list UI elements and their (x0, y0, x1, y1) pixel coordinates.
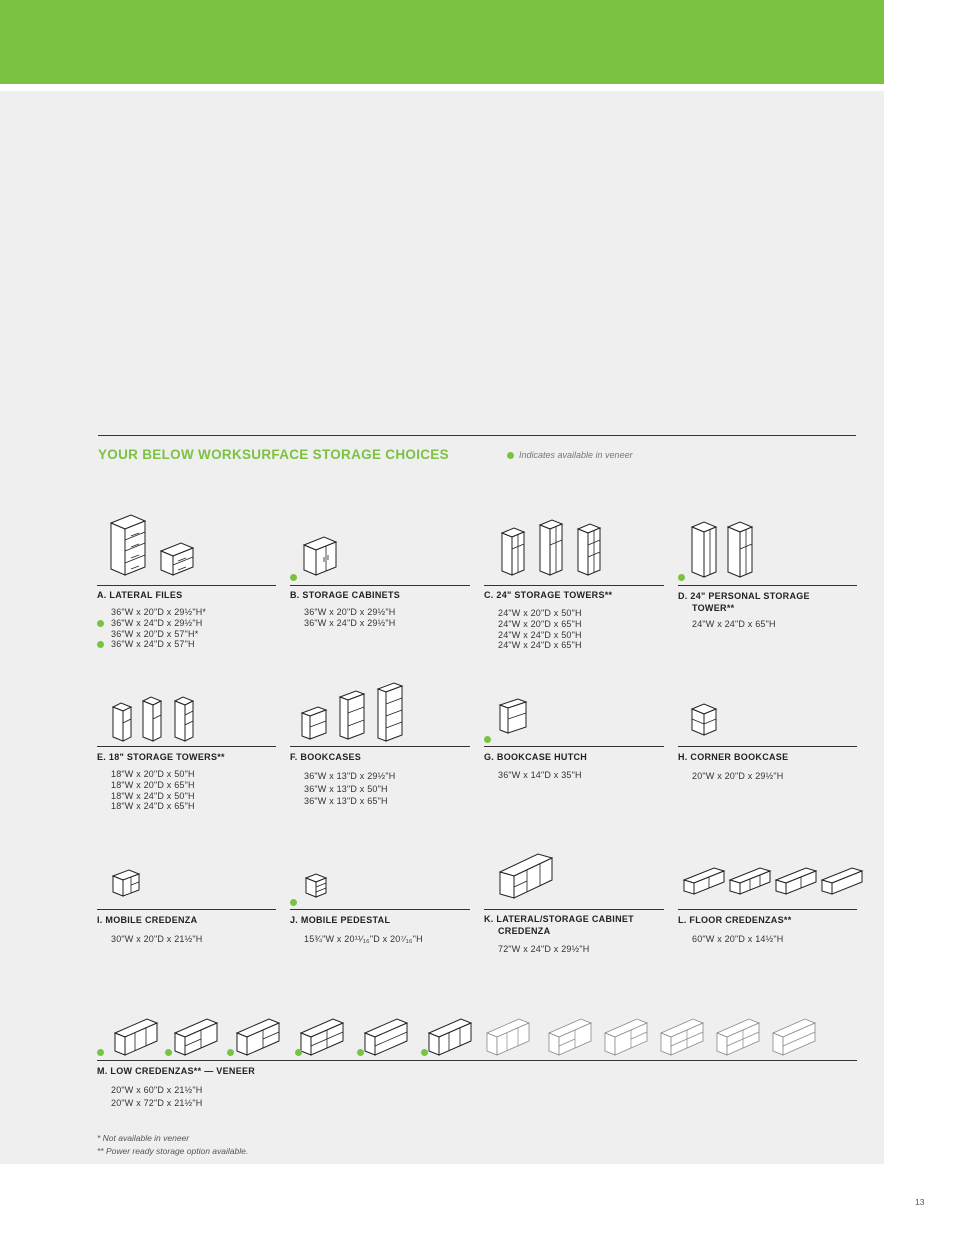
dim-line: 24"W x 20"D x 50"H (498, 608, 582, 618)
dim-line: 36"W x 20"D x 29½"H* (111, 607, 207, 617)
dim-line: 36"W x 14"D x 35"H (498, 770, 582, 780)
section-top-rule (98, 435, 856, 436)
item-rule (678, 746, 857, 747)
item-storage-cabinets (290, 505, 470, 655)
item-rule (97, 585, 276, 586)
item-title: J. MOBILE PEDESTAL (290, 915, 391, 925)
item-dims (692, 619, 776, 630)
item-rule (97, 746, 276, 747)
item-title (484, 914, 634, 937)
veneer-dot-icon (227, 1049, 234, 1056)
item-floor-credenzas (678, 830, 857, 960)
item-dims (304, 934, 423, 945)
item-rule (484, 746, 664, 747)
item-title: I. MOBILE CREDENZA (97, 915, 198, 925)
item-dims (111, 769, 195, 812)
item-title: H. CORNER BOOKCASE (678, 752, 789, 762)
dim-line: 18"W x 20"D x 65"H (111, 779, 195, 790)
section-title: YOUR BELOW WORKSURFACE STORAGE CHOICES (98, 447, 449, 462)
item-dims (111, 1084, 202, 1110)
dim-line: 20"W x 60"D x 21½"H (111, 1085, 203, 1095)
item-corner-bookcase (678, 667, 857, 817)
footnote: * Not available in veneer (97, 1133, 190, 1143)
veneer-dot-icon (357, 1049, 364, 1056)
item-dims (111, 934, 202, 945)
corner-bookcase-icon (690, 703, 720, 737)
item-rule (97, 1060, 857, 1061)
low-credenza-icon (113, 1011, 823, 1059)
footnote: ** Power ready storage option available. (97, 1146, 249, 1156)
item-title: B. STORAGE CABINETS (290, 590, 401, 600)
item-18-storage-towers (97, 667, 276, 817)
title-line: TOWER** (692, 602, 735, 613)
item-rule (290, 909, 470, 910)
dim-line: 24"W x 24"D x 65"H (498, 640, 582, 651)
storage-tower-icon (111, 693, 211, 743)
floor-credenza-icon (682, 864, 868, 900)
dim-line: 20"W x 72"D x 21½"H (111, 1098, 203, 1108)
storage-tower-icon (500, 519, 610, 577)
veneer-dot-icon (295, 1049, 302, 1056)
dim-line: 24"W x 20"D x 65"H (498, 618, 582, 629)
dim-line: 36"W x 24"D x 29½"H (111, 618, 206, 629)
lateral-files-icon (109, 513, 199, 577)
item-title: F. BOOKCASES (290, 752, 362, 762)
title-line: CREDENZA (498, 925, 551, 936)
item-lateral-storage-credenza (484, 830, 664, 960)
item-title: E. 18" STORAGE TOWERS** (97, 752, 225, 762)
item-title: M. LOW CREDENZAS** — VENEER (97, 1066, 256, 1076)
item-dims (111, 607, 206, 650)
item-title: G. BOOKCASE HUTCH (484, 752, 588, 762)
dim-line: 36"W x 13"D x 29½"H (304, 771, 396, 781)
mobile-credenza-icon (111, 868, 143, 900)
dim-line: 36"W x 20"D x 57"H* (111, 628, 199, 639)
item-dims (692, 934, 783, 945)
item-24-storage-towers (484, 505, 664, 655)
item-dims (498, 770, 582, 781)
dim-line: 36"W x 20"D x 29½"H (304, 607, 396, 617)
item-rule (290, 585, 470, 586)
item-bookcases (290, 667, 470, 817)
veneer-dot-icon (484, 736, 491, 743)
veneer-dot-icon (97, 641, 104, 648)
header-green-band (0, 0, 884, 84)
item-rule (97, 909, 276, 910)
veneer-dot-icon (97, 1049, 104, 1056)
storage-cabinet-icon (302, 535, 342, 577)
item-bookcase-hutch (484, 667, 664, 817)
dim-line: 60"W x 20"D x 14½"H (692, 934, 784, 944)
item-lateral-files (97, 505, 276, 655)
item-rule (484, 585, 664, 586)
dim-line: 18"W x 20"D x 50"H (111, 769, 195, 779)
item-title (678, 591, 810, 614)
legend-text: Indicates available in veneer (519, 450, 633, 460)
dim-line: 15¾"W x 20¹¹⁄₁₆"D x 20⁷⁄₁₆"H (304, 934, 423, 944)
veneer-dot-icon (290, 574, 297, 581)
item-mobile-pedestal (290, 830, 470, 960)
title-line: K. LATERAL/STORAGE CABINET (484, 914, 634, 924)
item-title: A. LATERAL FILES (97, 590, 183, 600)
dim-line: 36"W x 24"D x 29½"H (304, 617, 396, 628)
veneer-legend (507, 450, 633, 460)
item-rule (290, 746, 470, 747)
item-dims (304, 607, 395, 629)
dim-line: 36"W x 13"D x 65"H (304, 796, 388, 806)
item-rule (484, 909, 664, 910)
item-personal-storage-tower (678, 505, 857, 655)
dim-line: 18"W x 24"D x 65"H (111, 801, 195, 812)
item-dims (692, 771, 783, 782)
dim-line: 24"W x 24"D x 65"H (692, 619, 776, 629)
dim-line: 24"W x 24"D x 50"H (498, 629, 582, 640)
veneer-dot-icon (421, 1049, 428, 1056)
item-title: L. FLOOR CREDENZAS** (678, 915, 792, 925)
lateral-credenza-icon (498, 850, 556, 902)
veneer-dot-icon (678, 574, 685, 581)
item-dims (498, 944, 589, 955)
title-line: D. 24" PERSONAL STORAGE (678, 591, 810, 601)
dim-line: 30"W x 20"D x 21½"H (111, 934, 203, 944)
item-rule (678, 585, 857, 586)
page-number: 13 (915, 1197, 925, 1207)
item-low-credenzas (97, 1005, 857, 1115)
veneer-dot-icon (165, 1049, 172, 1056)
item-mobile-credenza (97, 830, 276, 960)
dim-line: 36"W x 24"D x 57"H (111, 639, 206, 650)
mobile-pedestal-icon (304, 872, 330, 900)
dim-line: 18"W x 24"D x 50"H (111, 790, 195, 801)
footnotes (97, 1132, 248, 1158)
bookcase-hutch-icon (498, 697, 530, 737)
item-title: C. 24" STORAGE TOWERS** (484, 590, 613, 600)
veneer-dot-icon (507, 452, 514, 459)
personal-tower-icon (690, 519, 760, 579)
bookcase-icon (300, 681, 420, 743)
dim-line: 72"W x 24"D x 29½"H (498, 944, 590, 954)
dim-line: 36"W x 13"D x 50"H (304, 783, 388, 794)
item-dims (304, 770, 395, 808)
veneer-dot-icon (97, 620, 104, 627)
veneer-dot-icon (290, 899, 297, 906)
item-rule (678, 909, 857, 910)
dim-line: 20"W x 20"D x 29½"H (692, 771, 784, 781)
item-dims (498, 608, 582, 651)
